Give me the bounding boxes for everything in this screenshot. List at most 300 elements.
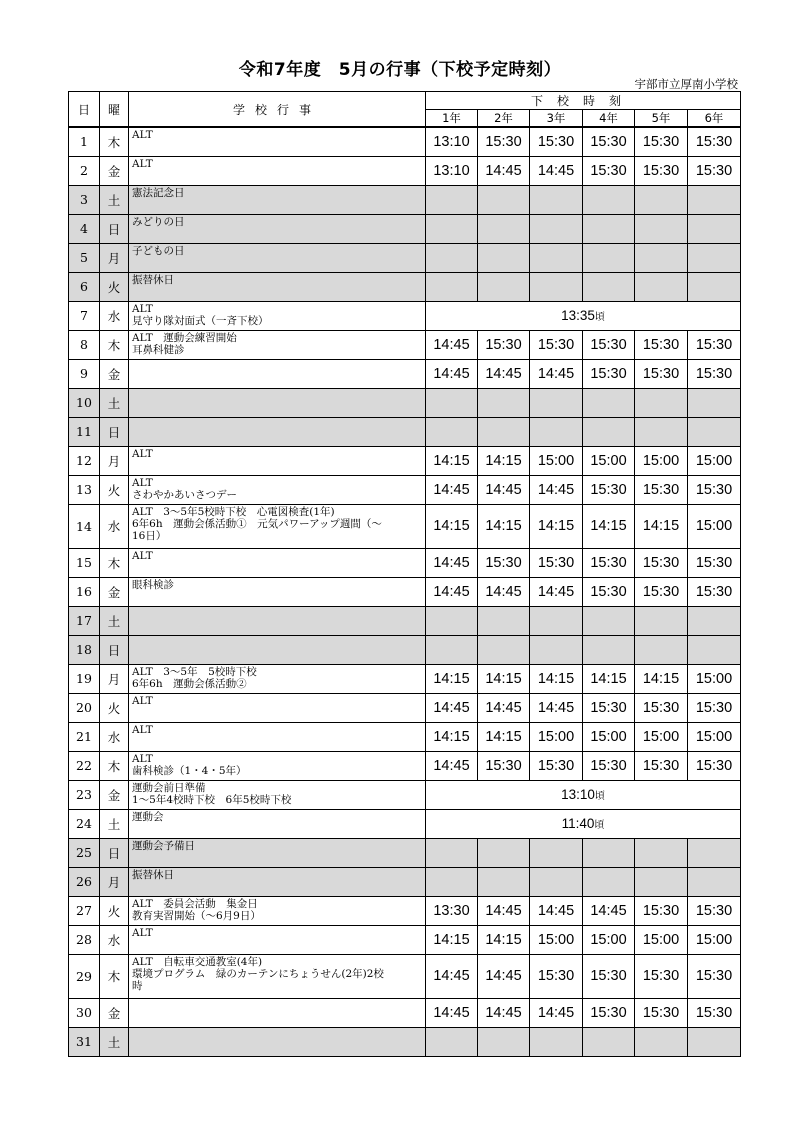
dismissal-time: 15:30 bbox=[583, 127, 635, 156]
dismissal-time: 15:30 bbox=[635, 156, 688, 185]
dismissal-time: 15:30 bbox=[635, 751, 688, 780]
event-text: ALT bbox=[129, 722, 426, 751]
event-text: ALT 自転車交通教室(4年) 環境プログラム 緑のカーテンにちょうせん(2年)2校 時 bbox=[129, 954, 426, 998]
event-text: ALT bbox=[129, 548, 426, 577]
dismissal-time: 15:30 bbox=[635, 359, 688, 388]
dismissal-time: 14:45 bbox=[478, 693, 530, 722]
schedule-body bbox=[69, 127, 741, 1056]
day-number: 22 bbox=[69, 751, 100, 780]
weekday: 日 bbox=[100, 214, 129, 243]
event-text: ALT bbox=[129, 693, 426, 722]
event-text bbox=[129, 388, 426, 417]
table-row bbox=[69, 751, 741, 780]
weekday: 火 bbox=[100, 896, 129, 925]
event-text: 憲法記念日 bbox=[129, 185, 426, 214]
event-text bbox=[129, 359, 426, 388]
dismissal-time: 14:45 bbox=[478, 998, 530, 1027]
table-row bbox=[69, 214, 741, 243]
dismissal-time: 14:15 bbox=[530, 664, 583, 693]
table-row bbox=[69, 809, 741, 838]
dismissal-time: 14:15 bbox=[583, 664, 635, 693]
dismissal-time: 14:45 bbox=[478, 577, 530, 606]
header-dismissal: 下校時刻 bbox=[426, 92, 741, 110]
dismissal-time: 14:45 bbox=[478, 359, 530, 388]
dismissal-time bbox=[635, 838, 688, 867]
dismissal-time bbox=[478, 635, 530, 664]
weekday: 火 bbox=[100, 475, 129, 504]
table-row bbox=[69, 417, 741, 446]
dismissal-time bbox=[530, 388, 583, 417]
day-number: 20 bbox=[69, 693, 100, 722]
dismissal-time bbox=[530, 243, 583, 272]
dismissal-time bbox=[478, 243, 530, 272]
header-grade: 3年 bbox=[530, 110, 583, 128]
table-row bbox=[69, 606, 741, 635]
dismissal-time bbox=[635, 185, 688, 214]
table-row bbox=[69, 185, 741, 214]
day-number: 17 bbox=[69, 606, 100, 635]
header-grade: 1年 bbox=[426, 110, 478, 128]
event-text: ALT さわやかあいさつデー bbox=[129, 475, 426, 504]
dismissal-time bbox=[478, 838, 530, 867]
dismissal-time bbox=[426, 838, 478, 867]
dismissal-time: 15:30 bbox=[688, 751, 741, 780]
weekday: 火 bbox=[100, 693, 129, 722]
dismissal-time bbox=[583, 867, 635, 896]
dismissal-time bbox=[635, 1027, 688, 1056]
day-number: 6 bbox=[69, 272, 100, 301]
dismissal-time: 14:45 bbox=[426, 359, 478, 388]
dismissal-time bbox=[583, 243, 635, 272]
dismissal-time: 15:30 bbox=[688, 577, 741, 606]
dismissal-time bbox=[530, 214, 583, 243]
day-number: 7 bbox=[69, 301, 100, 330]
day-number: 29 bbox=[69, 954, 100, 998]
dismissal-time bbox=[583, 838, 635, 867]
dismissal-time bbox=[530, 417, 583, 446]
weekday: 金 bbox=[100, 577, 129, 606]
event-text: 運動会 bbox=[129, 809, 426, 838]
weekday: 金 bbox=[100, 998, 129, 1027]
dismissal-time: 15:00 bbox=[688, 722, 741, 751]
dismissal-time: 13:30 bbox=[426, 896, 478, 925]
day-number: 18 bbox=[69, 635, 100, 664]
dismissal-time: 14:45 bbox=[530, 156, 583, 185]
dismissal-time: 15:00 bbox=[583, 925, 635, 954]
day-number: 30 bbox=[69, 998, 100, 1027]
dismissal-time bbox=[583, 214, 635, 243]
dismissal-time: 15:30 bbox=[583, 577, 635, 606]
dismissal-time: 15:30 bbox=[635, 127, 688, 156]
dismissal-time-all: 11:40頃 bbox=[426, 809, 741, 838]
dismissal-time: 14:15 bbox=[426, 504, 478, 548]
dismissal-time: 15:30 bbox=[688, 998, 741, 1027]
table-row bbox=[69, 693, 741, 722]
event-text: ALT bbox=[129, 925, 426, 954]
dismissal-time bbox=[635, 635, 688, 664]
table-row bbox=[69, 925, 741, 954]
weekday: 日 bbox=[100, 635, 129, 664]
day-number: 2 bbox=[69, 156, 100, 185]
dismissal-time: 14:15 bbox=[478, 504, 530, 548]
dismissal-time bbox=[583, 272, 635, 301]
weekday: 月 bbox=[100, 867, 129, 896]
header-grade: 2年 bbox=[478, 110, 530, 128]
dismissal-time bbox=[478, 867, 530, 896]
dismissal-time: 14:45 bbox=[426, 475, 478, 504]
weekday: 土 bbox=[100, 606, 129, 635]
day-number: 14 bbox=[69, 504, 100, 548]
dismissal-time: 13:10 bbox=[426, 156, 478, 185]
day-number: 25 bbox=[69, 838, 100, 867]
dismissal-time bbox=[530, 635, 583, 664]
table-row bbox=[69, 838, 741, 867]
dismissal-time: 15:00 bbox=[688, 446, 741, 475]
dismissal-time bbox=[530, 272, 583, 301]
dismissal-time: 14:45 bbox=[530, 359, 583, 388]
schedule-table bbox=[68, 91, 741, 1057]
dismissal-time bbox=[530, 1027, 583, 1056]
day-number: 3 bbox=[69, 185, 100, 214]
dismissal-time: 15:30 bbox=[635, 896, 688, 925]
dismissal-time: 14:45 bbox=[530, 693, 583, 722]
event-text: ALT 運動会練習開始 耳鼻科健診 bbox=[129, 330, 426, 359]
table-row bbox=[69, 388, 741, 417]
dismissal-time: 15:30 bbox=[583, 156, 635, 185]
dismissal-time bbox=[478, 1027, 530, 1056]
dismissal-time: 15:30 bbox=[635, 577, 688, 606]
day-number: 1 bbox=[69, 127, 100, 156]
table-row bbox=[69, 243, 741, 272]
dismissal-time: 13:10 bbox=[426, 127, 478, 156]
dismissal-time bbox=[688, 838, 741, 867]
dismissal-time: 14:15 bbox=[478, 925, 530, 954]
dismissal-time bbox=[635, 388, 688, 417]
header-events: 学校行事 bbox=[129, 92, 426, 128]
dismissal-time: 15:00 bbox=[583, 722, 635, 751]
dismissal-time: 14:45 bbox=[583, 896, 635, 925]
table-row bbox=[69, 475, 741, 504]
dismissal-time: 15:30 bbox=[688, 896, 741, 925]
weekday: 月 bbox=[100, 664, 129, 693]
dismissal-time: 15:30 bbox=[583, 548, 635, 577]
dismissal-time: 15:30 bbox=[688, 954, 741, 998]
event-text: ALT 見守り隊対面式（一斉下校） bbox=[129, 301, 426, 330]
event-text bbox=[129, 998, 426, 1027]
header-grade: 6年 bbox=[688, 110, 741, 128]
dismissal-time bbox=[583, 388, 635, 417]
dismissal-time bbox=[688, 606, 741, 635]
dismissal-time: 14:45 bbox=[530, 896, 583, 925]
dismissal-time bbox=[530, 606, 583, 635]
dismissal-time: 15:30 bbox=[688, 693, 741, 722]
weekday: 土 bbox=[100, 1027, 129, 1056]
approx-suffix: 頃 bbox=[594, 820, 605, 831]
dismissal-time bbox=[478, 417, 530, 446]
dismissal-time: 14:45 bbox=[478, 475, 530, 504]
dismissal-time bbox=[688, 388, 741, 417]
dismissal-time: 14:45 bbox=[426, 330, 478, 359]
weekday: 月 bbox=[100, 243, 129, 272]
day-number: 26 bbox=[69, 867, 100, 896]
dismissal-time: 14:15 bbox=[426, 722, 478, 751]
dismissal-time: 15:00 bbox=[635, 722, 688, 751]
dismissal-time bbox=[530, 185, 583, 214]
day-number: 10 bbox=[69, 388, 100, 417]
dismissal-time bbox=[688, 867, 741, 896]
dismissal-time: 15:30 bbox=[478, 751, 530, 780]
table-row bbox=[69, 272, 741, 301]
table-row bbox=[69, 867, 741, 896]
dismissal-time: 15:30 bbox=[583, 693, 635, 722]
table-row bbox=[69, 635, 741, 664]
dismissal-time: 15:30 bbox=[583, 954, 635, 998]
event-text: 子どもの日 bbox=[129, 243, 426, 272]
table-row bbox=[69, 330, 741, 359]
event-text: ALT 3～5年 5校時下校 6年6h 運動会係活動② bbox=[129, 664, 426, 693]
dismissal-time: 15:00 bbox=[635, 925, 688, 954]
dismissal-time bbox=[583, 1027, 635, 1056]
dismissal-time: 14:45 bbox=[426, 548, 478, 577]
dismissal-time: 15:30 bbox=[688, 156, 741, 185]
dismissal-time-all: 13:10頃 bbox=[426, 780, 741, 809]
event-text: ALT bbox=[129, 446, 426, 475]
dismissal-time: 14:45 bbox=[426, 954, 478, 998]
dismissal-time: 14:15 bbox=[478, 446, 530, 475]
dismissal-time bbox=[635, 214, 688, 243]
day-number: 16 bbox=[69, 577, 100, 606]
day-number: 31 bbox=[69, 1027, 100, 1056]
dismissal-time: 15:30 bbox=[583, 359, 635, 388]
dismissal-time: 14:15 bbox=[583, 504, 635, 548]
dismissal-time bbox=[426, 272, 478, 301]
dismissal-time: 15:30 bbox=[635, 954, 688, 998]
dismissal-time: 15:30 bbox=[583, 998, 635, 1027]
dismissal-time: 14:15 bbox=[530, 504, 583, 548]
event-text: ALT bbox=[129, 127, 426, 156]
event-text: 振替休日 bbox=[129, 272, 426, 301]
weekday: 土 bbox=[100, 185, 129, 214]
dismissal-time bbox=[688, 214, 741, 243]
weekday: 日 bbox=[100, 417, 129, 446]
dismissal-time bbox=[426, 214, 478, 243]
weekday: 木 bbox=[100, 548, 129, 577]
event-text: ALT bbox=[129, 156, 426, 185]
dismissal-time bbox=[478, 606, 530, 635]
dismissal-time: 15:30 bbox=[635, 998, 688, 1027]
event-text: 振替休日 bbox=[129, 867, 426, 896]
dismissal-time: 15:30 bbox=[530, 548, 583, 577]
dismissal-time: 15:30 bbox=[635, 475, 688, 504]
event-text: 運動会予備日 bbox=[129, 838, 426, 867]
dismissal-time: 15:30 bbox=[530, 954, 583, 998]
dismissal-time: 14:45 bbox=[426, 693, 478, 722]
dismissal-time: 14:15 bbox=[478, 664, 530, 693]
dismissal-time: 14:45 bbox=[478, 954, 530, 998]
dismissal-time: 15:30 bbox=[583, 330, 635, 359]
weekday: 金 bbox=[100, 780, 129, 809]
table-row bbox=[69, 998, 741, 1027]
day-number: 19 bbox=[69, 664, 100, 693]
dismissal-time: 15:30 bbox=[635, 693, 688, 722]
dismissal-time: 14:45 bbox=[426, 577, 478, 606]
dismissal-time: 14:45 bbox=[478, 156, 530, 185]
header-grade: 4年 bbox=[583, 110, 635, 128]
dismissal-time bbox=[583, 185, 635, 214]
dismissal-time bbox=[426, 606, 478, 635]
event-text: 運動会前日準備 1～5年4校時下校 6年5校時下校 bbox=[129, 780, 426, 809]
dismissal-time: 15:30 bbox=[478, 127, 530, 156]
dismissal-time: 15:30 bbox=[478, 330, 530, 359]
dismissal-time: 15:30 bbox=[530, 127, 583, 156]
dismissal-time: 15:30 bbox=[478, 548, 530, 577]
dismissal-time: 15:30 bbox=[635, 330, 688, 359]
weekday: 土 bbox=[100, 388, 129, 417]
table-row bbox=[69, 446, 741, 475]
dismissal-time: 14:45 bbox=[530, 577, 583, 606]
weekday: 日 bbox=[100, 838, 129, 867]
table-row bbox=[69, 577, 741, 606]
event-text bbox=[129, 635, 426, 664]
weekday: 土 bbox=[100, 809, 129, 838]
weekday: 木 bbox=[100, 330, 129, 359]
day-number: 28 bbox=[69, 925, 100, 954]
dismissal-time: 15:30 bbox=[583, 751, 635, 780]
dismissal-time: 14:45 bbox=[530, 475, 583, 504]
weekday: 水 bbox=[100, 301, 129, 330]
day-number: 9 bbox=[69, 359, 100, 388]
dismissal-time: 15:00 bbox=[530, 722, 583, 751]
day-number: 12 bbox=[69, 446, 100, 475]
weekday: 金 bbox=[100, 359, 129, 388]
weekday: 火 bbox=[100, 272, 129, 301]
dismissal-time bbox=[688, 272, 741, 301]
event-text: 眼科検診 bbox=[129, 577, 426, 606]
dismissal-time: 15:30 bbox=[583, 475, 635, 504]
dismissal-time: 14:15 bbox=[426, 925, 478, 954]
approx-suffix: 頃 bbox=[594, 791, 605, 802]
dismissal-time bbox=[478, 388, 530, 417]
dismissal-time bbox=[530, 838, 583, 867]
dismissal-time: 15:00 bbox=[530, 925, 583, 954]
dismissal-time: 15:00 bbox=[635, 446, 688, 475]
dismissal-time-all: 13:35頃 bbox=[426, 301, 741, 330]
day-number: 21 bbox=[69, 722, 100, 751]
table-row bbox=[69, 664, 741, 693]
dismissal-time bbox=[478, 214, 530, 243]
dismissal-time bbox=[635, 417, 688, 446]
dismissal-time: 14:45 bbox=[478, 896, 530, 925]
dismissal-time bbox=[688, 185, 741, 214]
dismissal-time: 15:00 bbox=[688, 504, 741, 548]
dismissal-time: 14:15 bbox=[635, 504, 688, 548]
day-number: 11 bbox=[69, 417, 100, 446]
dismissal-time: 15:00 bbox=[688, 925, 741, 954]
dismissal-time: 14:15 bbox=[478, 722, 530, 751]
day-number: 27 bbox=[69, 896, 100, 925]
day-number: 23 bbox=[69, 780, 100, 809]
header-weekday: 曜 bbox=[100, 92, 129, 128]
dismissal-time bbox=[583, 635, 635, 664]
dismissal-time bbox=[688, 243, 741, 272]
weekday: 水 bbox=[100, 925, 129, 954]
dismissal-time bbox=[635, 272, 688, 301]
page-title: 令和7年度 5月の行事（下校予定時刻） bbox=[238, 60, 562, 80]
day-number: 13 bbox=[69, 475, 100, 504]
dismissal-time: 15:30 bbox=[688, 475, 741, 504]
dismissal-time: 15:30 bbox=[530, 751, 583, 780]
dismissal-time bbox=[478, 272, 530, 301]
weekday: 木 bbox=[100, 751, 129, 780]
event-text bbox=[129, 417, 426, 446]
dismissal-time: 14:15 bbox=[635, 664, 688, 693]
dismissal-time bbox=[426, 185, 478, 214]
dismissal-time: 15:30 bbox=[688, 548, 741, 577]
day-number: 5 bbox=[69, 243, 100, 272]
dismissal-time: 14:45 bbox=[426, 751, 478, 780]
dismissal-time: 15:30 bbox=[688, 359, 741, 388]
table-row bbox=[69, 156, 741, 185]
dismissal-time: 15:30 bbox=[688, 330, 741, 359]
dismissal-time bbox=[688, 1027, 741, 1056]
dismissal-time: 14:45 bbox=[426, 998, 478, 1027]
table-row bbox=[69, 504, 741, 548]
event-text: ALT 委員会活動 集金日 教育実習開始（～6月9日） bbox=[129, 896, 426, 925]
day-number: 24 bbox=[69, 809, 100, 838]
table-row bbox=[69, 301, 741, 330]
header-grade: 5年 bbox=[635, 110, 688, 128]
dismissal-time bbox=[426, 417, 478, 446]
dismissal-time bbox=[478, 185, 530, 214]
dismissal-time bbox=[635, 606, 688, 635]
dismissal-time: 15:00 bbox=[583, 446, 635, 475]
weekday: 水 bbox=[100, 504, 129, 548]
event-text bbox=[129, 606, 426, 635]
weekday: 金 bbox=[100, 156, 129, 185]
event-text: ALT 3～5年5校時下校 心電図検査(1年) 6年6h 運動会係活動① 元気パワーアップ週間（～ 16日） bbox=[129, 504, 426, 548]
dismissal-time: 15:30 bbox=[688, 127, 741, 156]
weekday: 木 bbox=[100, 954, 129, 998]
dismissal-time: 15:30 bbox=[635, 548, 688, 577]
table-row bbox=[69, 722, 741, 751]
approx-suffix: 頃 bbox=[594, 312, 605, 323]
school-name: 宇部市立厚南小学校 bbox=[634, 77, 738, 91]
dismissal-time bbox=[426, 1027, 478, 1056]
dismissal-time: 15:00 bbox=[530, 446, 583, 475]
dismissal-time bbox=[688, 635, 741, 664]
dismissal-time: 14:15 bbox=[426, 446, 478, 475]
table-row bbox=[69, 954, 741, 998]
day-number: 4 bbox=[69, 214, 100, 243]
dismissal-time bbox=[583, 606, 635, 635]
dismissal-time bbox=[426, 867, 478, 896]
weekday: 月 bbox=[100, 446, 129, 475]
day-number: 8 bbox=[69, 330, 100, 359]
dismissal-time bbox=[426, 388, 478, 417]
event-text: みどりの日 bbox=[129, 214, 426, 243]
table-row bbox=[69, 359, 741, 388]
dismissal-time bbox=[688, 417, 741, 446]
table-row bbox=[69, 548, 741, 577]
dismissal-time bbox=[583, 417, 635, 446]
weekday: 水 bbox=[100, 722, 129, 751]
dismissal-time bbox=[635, 243, 688, 272]
event-text bbox=[129, 1027, 426, 1056]
table-row bbox=[69, 1027, 741, 1056]
event-text: ALT 歯科検診（1・4・5年） bbox=[129, 751, 426, 780]
dismissal-time: 14:15 bbox=[426, 664, 478, 693]
dismissal-time bbox=[635, 867, 688, 896]
